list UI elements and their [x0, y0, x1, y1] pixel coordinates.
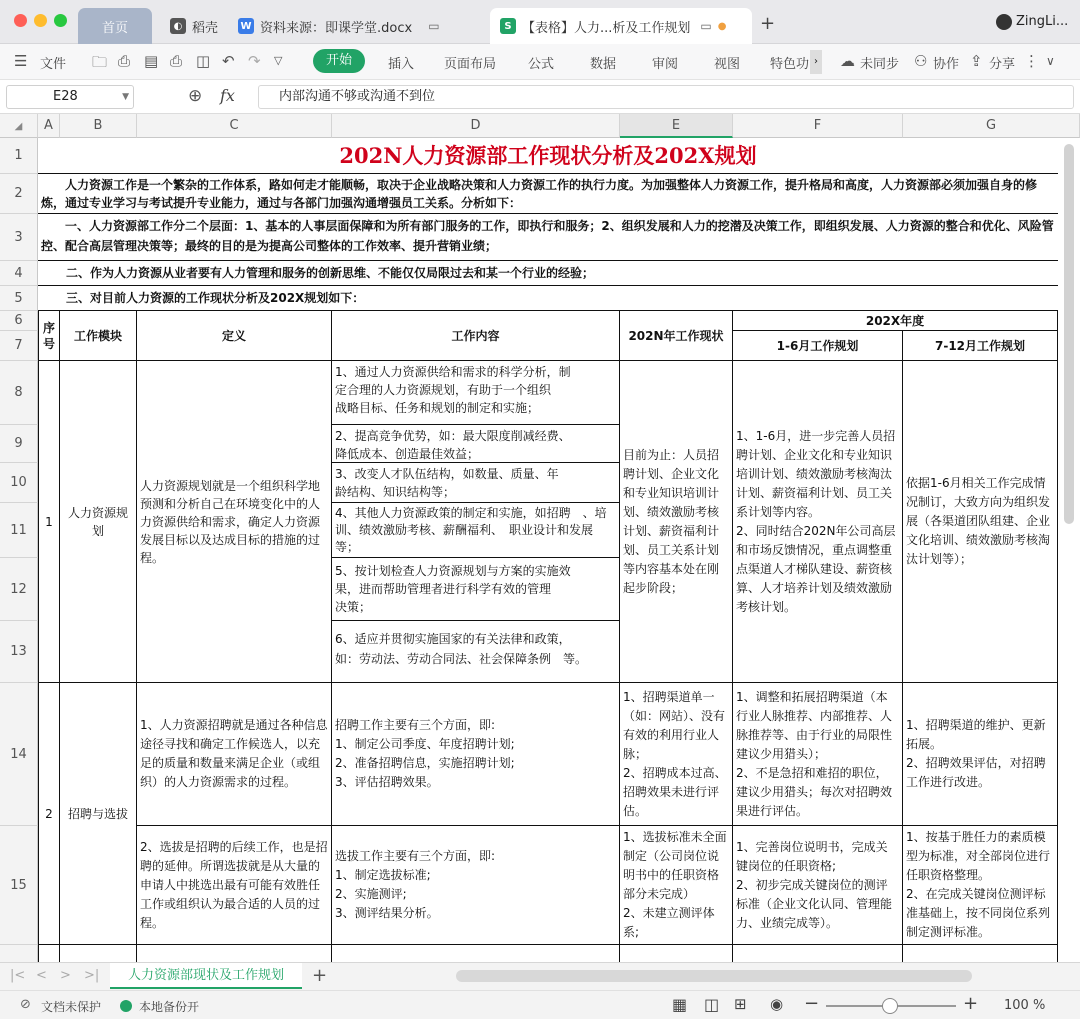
pdf-icon[interactable]: ▤: [144, 52, 159, 70]
cell-reference: E28: [53, 89, 78, 104]
row2-content-recruit[interactable]: 招聘工作主要有三个方面，即: 1、制定公司季度、年度招聘计划; 2、准备招聘信息，实施招聘计划; 3、评估招聘效果。: [332, 683, 620, 826]
save-icon[interactable]: ⎙: [118, 52, 131, 70]
ribbon-scroll-right[interactable]: ›: [810, 50, 822, 74]
collab-icon: ⚇: [914, 52, 928, 70]
prev-sheet-icon[interactable]: <: [36, 968, 47, 983]
avatar[interactable]: [996, 14, 1012, 30]
row-header[interactable]: 11: [0, 503, 38, 558]
share-button[interactable]: 分享: [989, 57, 1016, 72]
row3-seq[interactable]: [38, 945, 60, 962]
unsaved-dot-icon: ●: [717, 20, 727, 32]
row1-content-item[interactable]: 5、按计划检查人力资源规划与方案的实施效 果，进而帮助管理者进行科学有效的管理 决策；: [332, 558, 620, 621]
header-definition[interactable]: 定义: [137, 311, 332, 361]
row2-h2-recruit[interactable]: 1、招聘渠道的维护、更新拓展。 2、招聘效果评估，对招聘工作进行改进。: [903, 683, 1058, 826]
row-header[interactable]: 5: [0, 286, 38, 311]
select-all-corner[interactable]: [0, 114, 38, 138]
user-name[interactable]: ZingLi...: [1016, 14, 1069, 29]
tab-document-label: 资料来源：即课学堂.docx: [260, 20, 413, 36]
tab-document[interactable]: [228, 8, 450, 44]
minimize-window-button[interactable]: [34, 14, 47, 27]
row1-content-item[interactable]: 6、适应并贯彻实施国家的有关法律和政策， 如：劳动法、劳动合同法、社会保障条例 等。: [332, 621, 620, 683]
row1-content-item[interactable]: 2、提高竞争优势，如：最大限度削减经费、 降低成本、创造最佳效益；: [332, 425, 620, 463]
monitor-icon: ▭: [700, 19, 712, 33]
new-tab-button[interactable]: +: [760, 13, 776, 34]
header-h1-plan[interactable]: 1-6月工作规划: [733, 331, 903, 361]
backup-status[interactable]: 本地备份开: [139, 1000, 200, 1014]
row2-definition-recruit[interactable]: 1、人力资源招聘就是通过各种信息途径寻找和确定工作候选人，以充足的质量和数量来满足企业（或组织）的人力资源需求的过程。: [137, 683, 332, 826]
word-doc-icon: W: [238, 18, 254, 34]
row-header[interactable]: 12: [0, 558, 38, 621]
row3-definition[interactable]: [137, 945, 332, 962]
row-header[interactable]: 9: [0, 425, 38, 463]
column-header[interactable]: D: [332, 114, 620, 138]
more-icon[interactable]: ⋮: [1024, 52, 1039, 70]
row2-content-select[interactable]: 选拔工作主要有三个方面，即: 1、制定选拔标准; 2、实施测评; 3、测评结果分析。: [332, 826, 620, 945]
row-header[interactable]: 1: [0, 138, 38, 174]
backup-status-icon: [120, 1000, 132, 1012]
tab-home-label: 首页: [101, 20, 128, 36]
tab-review[interactable]: 审阅: [652, 57, 679, 72]
protect-status[interactable]: 文档未保护: [41, 1000, 102, 1014]
tab-spreadsheet[interactable]: [490, 8, 752, 44]
chevron-down-icon[interactable]: ▽: [274, 54, 283, 67]
row-header[interactable]: 8: [0, 361, 38, 425]
first-sheet-icon[interactable]: |<: [10, 968, 26, 983]
row3-h2[interactable]: [903, 945, 1058, 962]
zoom-out-button[interactable]: −: [804, 993, 820, 1014]
unprotected-icon: ⊘: [20, 997, 31, 1012]
name-box[interactable]: [6, 85, 134, 109]
menu-icon[interactable]: ☰: [14, 52, 28, 70]
column-header[interactable]: F: [733, 114, 903, 138]
header-status[interactable]: 202N年工作现状: [620, 311, 733, 361]
sync-status[interactable]: 未同步: [860, 57, 900, 72]
column-header[interactable]: A: [38, 114, 60, 138]
row2-status-recruit[interactable]: 1、招聘渠道单一（如：网站）、没有有效的利用行业人脉； 2、招聘成本过高、招聘效果未进行评估。: [620, 683, 733, 826]
column-header[interactable]: C: [137, 114, 332, 138]
undo-icon[interactable]: ↶: [222, 52, 235, 70]
row3-module[interactable]: [60, 945, 137, 962]
add-sheet-button[interactable]: +: [312, 965, 328, 986]
row-header[interactable]: 14: [0, 683, 38, 826]
row-header[interactable]: 13: [0, 621, 38, 683]
column-header[interactable]: B: [60, 114, 137, 138]
daoke-icon: ◐: [170, 18, 186, 34]
cloud-sync-icon: ☁: [840, 52, 855, 70]
row1-h2-plan[interactable]: 依据1-6月相关工作完成情况制订，大致方向为组织发展（各渠道团队组建、企业文化培训、绩效激励考核淘汰计划等）；: [903, 361, 1058, 683]
zoom-slider-handle[interactable]: [882, 998, 898, 1014]
tab-daoke-label: 稻壳: [192, 20, 219, 36]
fx-icon[interactable]: fx: [220, 86, 235, 105]
row1-status[interactable]: 目前为止：人员招聘计划、企业文化和专业知识培训计划、绩效激励考核计划、薪资福利计划、员工关系计划等内容基本处在刚起步阶段；: [620, 361, 733, 683]
zoom-in-button[interactable]: +: [963, 993, 979, 1014]
row1-definition[interactable]: 人力资源规划就是一个组织科学地预测和分析自己在环境变化中的人力资源供给和需求，确定人力资源发展目标以及达成目标的措施的过程。: [137, 361, 332, 683]
horizontal-scrollbar[interactable]: [456, 970, 972, 982]
analysis-point-3[interactable]: 三、对目前人力资源的工作现状分析及202X规划如下：: [38, 286, 1058, 311]
close-window-button[interactable]: [14, 14, 27, 27]
window-titlebar: [0, 0, 1080, 44]
row1-content-item[interactable]: 4、其他人力资源政策的制定和实施，如招聘 、培训、绩效激励考核、薪酬福利、 职业设计和发展等；: [332, 503, 620, 558]
tab-home[interactable]: [78, 8, 152, 44]
row2-h1-recruit[interactable]: 1、调整和拓展招聘渠道（本行业人脉推荐、内部推荐、人脉推荐等、由于行业的局限性建议少用猎头）； 2、不是急招和难招的职位，建议少用猎头；每次对招聘效果进行评估。: [733, 683, 903, 826]
zoom-level[interactable]: 100 %: [1004, 998, 1046, 1013]
chevron-down-icon: ▼: [122, 92, 129, 102]
file-menu[interactable]: 文件: [40, 57, 67, 72]
sheet-icon: S: [500, 18, 516, 34]
row1-module[interactable]: 人力资源规划: [60, 361, 137, 683]
monitor-icon: ▭: [428, 19, 440, 33]
eye-protect-icon[interactable]: ◉: [770, 995, 784, 1013]
intro-paragraph[interactable]: 人力资源工作是一个繁杂的工作体系，路如何走才能顺畅，取决于企业战略决策和人力资源工作的执行力度。为加强整体人力资源工作，提升格局和高度，人力资源部必须加强自身的修炼，通过专业学习与考试提升专业能力，通过与各部门加强沟通增强员工关系。分析如下：: [38, 174, 1058, 214]
formula-input[interactable]: 内部沟通不够或沟通不到位: [258, 85, 1074, 109]
row2-status-select[interactable]: 1、选拔标准未全面制定（公司岗位说明书中的任职资格部分未完成） 2、未建立测评体系;: [620, 826, 733, 945]
row2-h1-select[interactable]: 1、完善岗位说明书，完成关键岗位的任职资格; 2、初步完成关键岗位的测评标准（企业文化认同、管理能力、业绩完成等）。: [733, 826, 903, 945]
row-header[interactable]: 4: [0, 261, 38, 286]
tab-spreadsheet-label: 【表格】人力...析及工作规划: [522, 20, 691, 36]
row-header[interactable]: 3: [0, 214, 38, 261]
column-header[interactable]: E: [620, 114, 733, 138]
sheet-tab-bar: [0, 962, 1080, 990]
vertical-scrollbar[interactable]: [1064, 144, 1074, 524]
tab-start[interactable]: 开始: [313, 49, 365, 73]
row-header[interactable]: 2: [0, 174, 38, 214]
sheet-tab-active[interactable]: 人力资源部现状及工作规划: [110, 963, 302, 989]
header-content[interactable]: 工作内容: [332, 311, 620, 361]
normal-view-icon[interactable]: ▦: [672, 995, 688, 1014]
page-break-icon[interactable]: ⊞: [734, 995, 747, 1013]
row-header[interactable]: 15: [0, 826, 38, 945]
corner-triangle-icon: ◢: [14, 121, 23, 132]
collab-button[interactable]: 协作: [933, 57, 960, 72]
next-sheet-icon[interactable]: >: [60, 968, 71, 983]
tab-view[interactable]: 视图: [714, 57, 741, 72]
row2-module[interactable]: 招聘与选拔: [60, 683, 137, 945]
redo-icon[interactable]: ↷: [248, 52, 261, 70]
row-header[interactable]: [0, 945, 38, 962]
row-header[interactable]: 10: [0, 463, 38, 503]
formula-bar: [0, 80, 1080, 114]
share-icon: ⇪: [970, 52, 983, 70]
tab-formula[interactable]: 公式: [528, 57, 555, 72]
row1-seq[interactable]: 1: [38, 361, 60, 683]
row1-content-item[interactable]: 1、通过人力资源供给和需求的科学分析，制 定合理的人力资源规划，有助于一个组织 战略目标、任务和规划的制定和实施；: [332, 361, 620, 425]
spreadsheet-grid: [0, 114, 1080, 962]
tab-data[interactable]: 数据: [590, 57, 617, 72]
column-header[interactable]: G: [903, 114, 1080, 138]
status-bar: [0, 990, 1080, 1019]
last-sheet-icon[interactable]: >|: [84, 968, 100, 983]
zoom-search-icon[interactable]: ⊕: [188, 86, 203, 106]
tab-page-layout[interactable]: 页面布局: [444, 57, 497, 72]
header-h2-plan[interactable]: 7-12月工作规划: [903, 331, 1058, 361]
row2-definition-select[interactable]: 2、选拔是招聘的后续工作，也是招聘的延伸。所谓选拔就是从大量的申请人中挑选出最有可能有效胜任工作或组织认为最合适的人员的过程。: [137, 826, 332, 945]
print-preview-icon[interactable]: ◫: [196, 52, 211, 70]
tab-insert[interactable]: 插入: [388, 57, 415, 72]
row2-h2-select[interactable]: 1、按基于胜任力的素质模型为标准，对全部岗位进行任职资格整理。 2、在完成关键岗位测评标准基础上，按不同岗位系列制定测评标准。: [903, 826, 1058, 945]
tab-special[interactable]: 特色功: [770, 57, 810, 72]
row1-content-item[interactable]: 3、改变人才队伍结构，如数量、质量、年 龄结构、知识结构等；: [332, 463, 620, 503]
tab-daoke[interactable]: [160, 8, 228, 44]
row-header[interactable]: 6: [0, 311, 38, 331]
row2-seq[interactable]: 2: [38, 683, 60, 945]
header-module[interactable]: 工作模块: [60, 311, 137, 361]
row3-status[interactable]: [620, 945, 733, 962]
chevron-down-icon[interactable]: ∨: [1046, 54, 1055, 68]
row1-h1-plan[interactable]: 1、1-6月，进一步完善人员招聘计划、企业文化和专业知识培训计划、绩效激励考核淘汰计划、薪资福利计划、员工关系计划等内容。 2、同时结合202N年公司高层和市场反馈情况，重点调整重点渠道人才梯队建设、薪资核算、人才培养计划及绩效激励考核计划。: [733, 361, 903, 683]
open-folder-icon[interactable]: 🗀: [92, 53, 108, 71]
sheet-title[interactable]: 202N人力资源部工作现状分析及202X规划: [38, 138, 1058, 174]
header-seq[interactable]: 序号: [38, 311, 60, 361]
row3-h1[interactable]: [733, 945, 903, 962]
row3-content[interactable]: [332, 945, 620, 962]
page-layout-icon[interactable]: ◫: [704, 995, 720, 1014]
analysis-point-1[interactable]: 一、人力资源部工作分二个层面：1、基本的人事层面保障和为所有部门服务的工作，即执行和服务；2、组织发展和人力的挖潜及决策工作，即组织发展、人力资源的整合和优化、风险管控、配合高层管理决策等；最终的目的是为提高公司整体的工作效率、提升营销业绩；: [38, 214, 1058, 261]
analysis-point-2[interactable]: 二、作为人力资源从业者要有人力管理和服务的创新思维、不能仅仅局限过去和某一个行业的经验；: [38, 261, 1058, 286]
ribbon-toolbar: [0, 44, 1080, 80]
print-icon[interactable]: ⎙: [170, 52, 183, 70]
header-plan-year[interactable]: 202X年度: [733, 311, 1058, 331]
row-header[interactable]: 7: [0, 331, 38, 361]
maximize-window-button[interactable]: [54, 14, 67, 27]
